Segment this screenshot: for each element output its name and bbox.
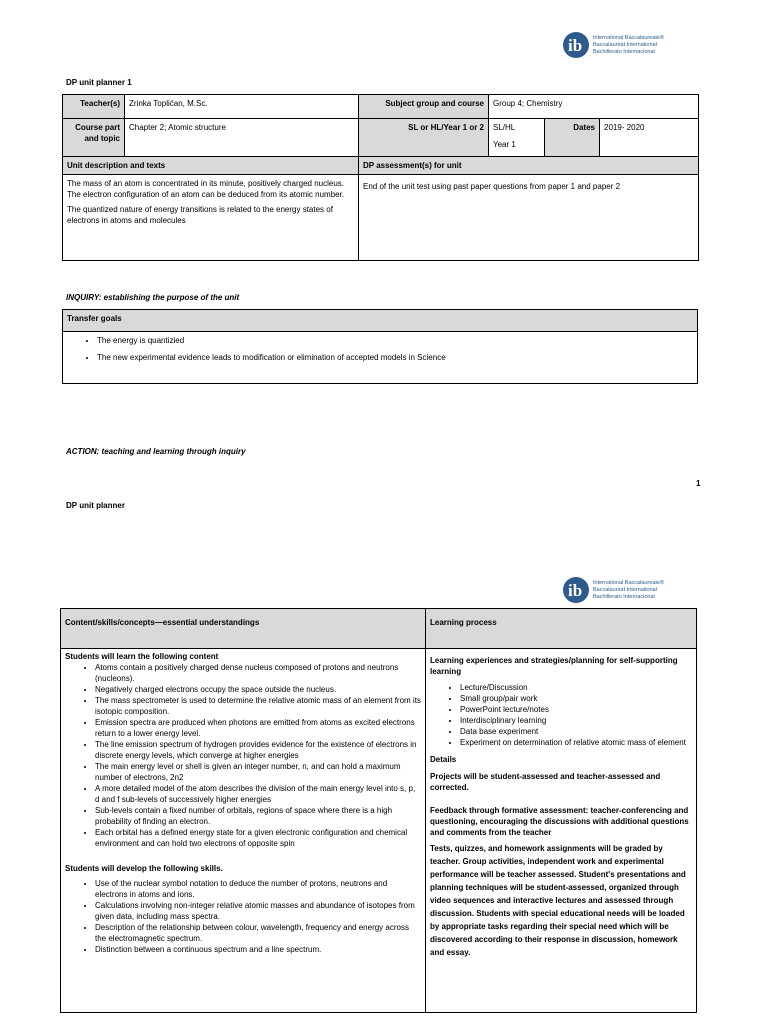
learning-item: • PowerPoint lecture/notes [460,704,692,715]
svg-text:ib: ib [568,581,583,600]
skill-item: • Calculations involving non-integer relative atomic masses and abundance of isotopes from given data, including mass spectra. [95,900,421,922]
details-3: Tests, quizzes, and homework assignments will be graded by teacher. Group activities, independent work and experimental performance will be teacher assessed. Student's presentations and planning techniques will be student-assessed, organized through video sequences and interactive lectures and assessed through discussion. Students with special educational needs will be loaded by appropriate tasks regarding their special need which will be discovered according to their response in discussion, homework and essay. [430,844,686,957]
ib-seal-icon [563,32,589,58]
transfer-goals-cell [63,332,698,384]
details-label: Details [430,755,457,764]
ib-logo-line-3: Bachillerato Internacional [593,593,655,600]
page-number: 1 [696,479,701,488]
level-value-2: Year 1 [493,140,516,149]
subject-label: Subject group and course [359,95,489,119]
transfer-goals-table [62,309,698,384]
level-value [489,119,545,157]
details-1: Projects will be student-assessed and teacher-assessed and corrected. [430,772,661,792]
dates-value: 2019- 2020 [600,119,699,157]
learning-intro: Learning experiences and strategies/planning for self-supporting learning [430,656,678,676]
content-item: • Sub-levels contain a fixed number of orbitals, regions of space where there is a high probability of finding an electron. [95,805,421,827]
subject-value: Group 4; Chemistry [489,95,699,119]
dp-assess-label: DP assessment(s) for unit [359,157,699,175]
content-item: • Emission spectra are produced when photons are emitted from atoms as excited electrons return to a lower energy level. [95,717,421,739]
skill-item: • Distinction between a continuous spectrum and a line spectrum. [95,944,421,955]
inquiry-heading: INQUIRY: establishing the purpose of the unit [66,293,240,302]
ib-logo-line-2: Baccalauréat International [593,41,657,48]
unit-desc-label: Unit description and texts [63,157,359,175]
level-label: SL or HL/Year 1 or 2 [359,119,489,157]
level-value-1: SL/HL [493,123,516,132]
learning-item: • Data base experiment [460,726,692,737]
learning-header: Learning process [426,609,697,649]
transfer-goals-label: Transfer goals [63,310,698,332]
ib-logo-line-2: Baccalauréat International [593,586,657,593]
content-item: • Negatively charged electrons occupy the space outside the nucleus. [95,684,421,695]
skill-item: • Description of the relationship between colour, wavelength, frequency and energy across the electromagnetic spectrum. [95,922,421,944]
content-table [60,608,697,1013]
course-part-value: Chapter 2; Atomic structure [125,119,359,157]
transfer-goal-item: • The energy is quantizied [97,335,693,346]
transfer-goal-item: • The new experimental evidence leads to modification or elimination of accepted models in Science [97,352,693,363]
content-item: • The mass spectrometer is used to determine the relative atomic mass of an element from its isotopic composition. [95,695,421,717]
learning-item: • Small group/pair work [460,693,692,704]
unit-desc-1: The mass of an atom is concentrated in its minute, positively charged nucleus. [67,179,345,188]
content-item: • A more detailed model of the atom describes the division of the main energy level into s, p, d and f sub-levels of successively higher energies [95,783,421,805]
learning-item: • Interdisciplinary learning [460,715,692,726]
unit-desc-cell [63,175,359,261]
dp-assess-value: End of the unit test using past paper questions from paper 1 and paper 2 [359,175,699,261]
ib-seal-icon [563,577,589,603]
page-title: DP unit planner 1 [66,78,132,87]
ib-logo-page2 [563,577,664,603]
content-header: Content/skills/concepts—essential understandings [61,609,426,649]
header-table [62,94,699,261]
unit-desc-2: The electron configuration of an atom can be deduced from its atomic number. [67,190,345,199]
learning-cell [426,649,697,1013]
dates-label: Dates [545,119,600,157]
ib-logo-line-1: International Baccalaureate® [593,579,665,586]
students-skills-heading: Students will develop the following skills. [65,864,223,873]
learning-item: • Lecture/Discussion [460,682,692,693]
content-item: • The line emission spectrum of hydrogen provides evidence for the existence of electrons in discrete energy levels, which converge at higher energies [95,739,421,761]
skill-item: • Use of the nuclear symbol notation to deduce the number of protons, neutrons and electrons in atoms and ions. [95,878,421,900]
unit-desc-3: The quantized nature of energy transitions is related to the energy states of electrons in atoms and molecules [67,205,333,225]
content-item: • Atoms contain a positively charged dense nucleus composed of protons and neutrons (nucleons). [95,662,421,684]
teacher-label: Teacher(s) [63,95,125,119]
ib-logo [563,32,664,58]
svg-text:ib: ib [568,36,583,55]
details-2: Feedback through formative assessment: teacher-conferencing and questioning, encouraging the discussions with additional questions and comments from the teacher [430,806,689,837]
action-heading: ACTION: teaching and learning through inquiry [66,447,246,456]
learning-item: • Experiment on determination of relative atomic mass of element [460,737,692,748]
students-learn-heading: Students will learn the following content [65,652,219,661]
teacher-value: Zrinka Toplićan, M.Sc. [125,95,359,119]
content-cell [61,649,426,1013]
ib-logo-line-1: International Baccalaureate® [593,34,665,41]
content-item: • The main energy level or shell is given an integer number, n, and can hold a maximum number of electrons, 2n2 [95,761,421,783]
page-footer: DP unit planner [66,501,125,510]
ib-logo-line-3: Bachillerato Internacional [593,48,655,55]
content-item: • Each orbital has a defined energy state for a given electronic configuration and chemical environment and can hold two electrons of opposite spin [95,827,421,849]
course-part-label: Course part and topic [63,119,125,157]
